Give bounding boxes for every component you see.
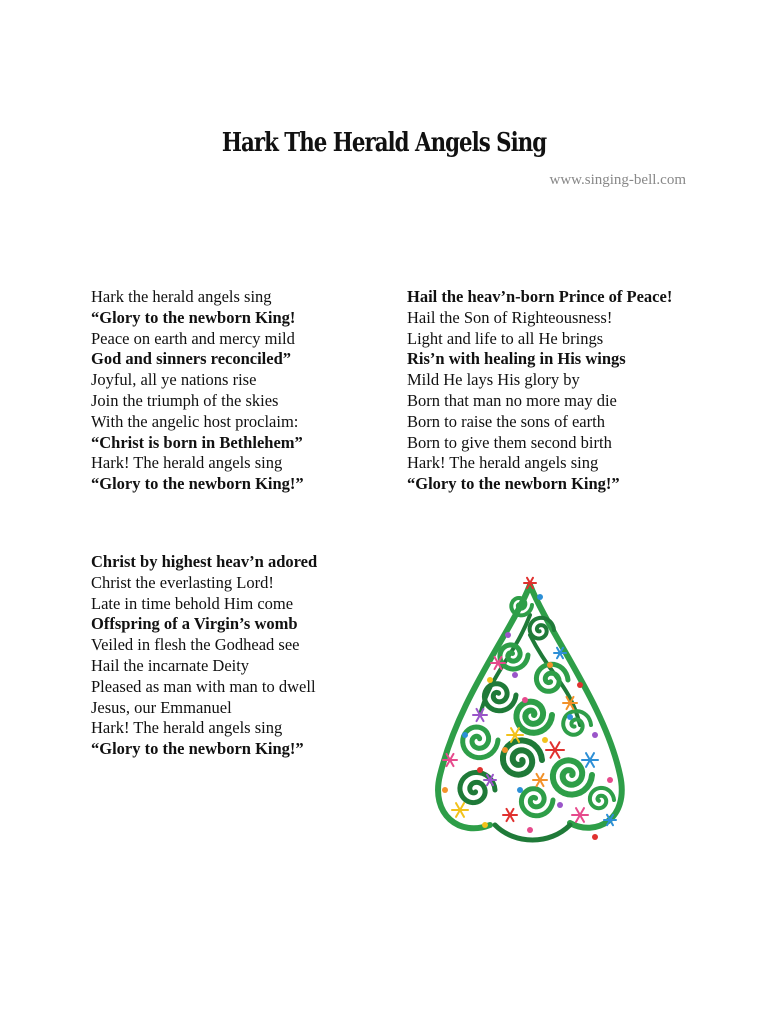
- lyric-line: Born that man no more may die: [407, 390, 617, 410]
- lyric-line: Joyful, all ye nations rise: [91, 370, 257, 390]
- lyric-line: Veiled in flesh the Godhead see: [91, 635, 300, 655]
- website-credit: www.singing-bell.com: [549, 172, 686, 188]
- lyric-line: “Glory to the newborn King!”: [407, 474, 620, 494]
- lyric-line: Christ the everlasting Lord!: [91, 572, 274, 592]
- verse-2: [407, 287, 672, 495]
- lyric-line: Light and life to all He brings: [407, 328, 604, 348]
- lyric-line: “Glory to the newborn King!”: [91, 474, 304, 494]
- lyric-line: Hail the heav’n-born Prince of Peace!: [407, 287, 673, 306]
- lyric-line: Peace on earth and mercy mild: [91, 328, 295, 348]
- lyric-line: “Glory to the newborn King!: [91, 307, 296, 327]
- christmas-tree-icon: [420, 575, 640, 850]
- lyric-line: Ris’n with healing in His wings: [407, 349, 626, 369]
- lyric-line: Offspring of a Virgin’s womb: [91, 614, 298, 634]
- lyric-line: Hark! The herald angels sing: [91, 718, 283, 738]
- lyric-line: Join the triumph of the skies: [91, 390, 279, 410]
- lyric-line: “Christ is born in Bethlehem”: [91, 432, 303, 452]
- verse-1: [91, 287, 304, 495]
- verse-3: [91, 552, 317, 760]
- lyric-line: Mild He lays His glory by: [407, 370, 580, 390]
- lyric-line: Christ by highest heav’n adored: [91, 552, 318, 571]
- lyric-line: Late in time behold Him come: [91, 593, 294, 613]
- lyric-line: With the angelic host proclaim:: [91, 411, 299, 431]
- lyric-line: God and sinners reconciled”: [91, 349, 292, 369]
- lyric-line: Hark! The herald angels sing: [91, 453, 283, 473]
- lyric-line: “Glory to the newborn King!”: [91, 739, 304, 759]
- lyric-line: Hark! The herald angels sing: [407, 453, 599, 473]
- song-title: Hark The Herald Angels Sing: [221, 128, 547, 158]
- lyric-line: Hark the herald angels sing: [91, 287, 272, 306]
- lyric-line: Hail the incarnate Deity: [91, 655, 250, 675]
- lyric-line: Born to give them second birth: [407, 432, 612, 452]
- lyric-line: Born to raise the sons of earth: [407, 411, 605, 431]
- lyric-line: Hail the Son of Righteousness!: [407, 307, 613, 327]
- lyric-line: Jesus, our Emmanuel: [91, 697, 232, 717]
- lyric-line: Pleased as man with man to dwell: [91, 676, 316, 696]
